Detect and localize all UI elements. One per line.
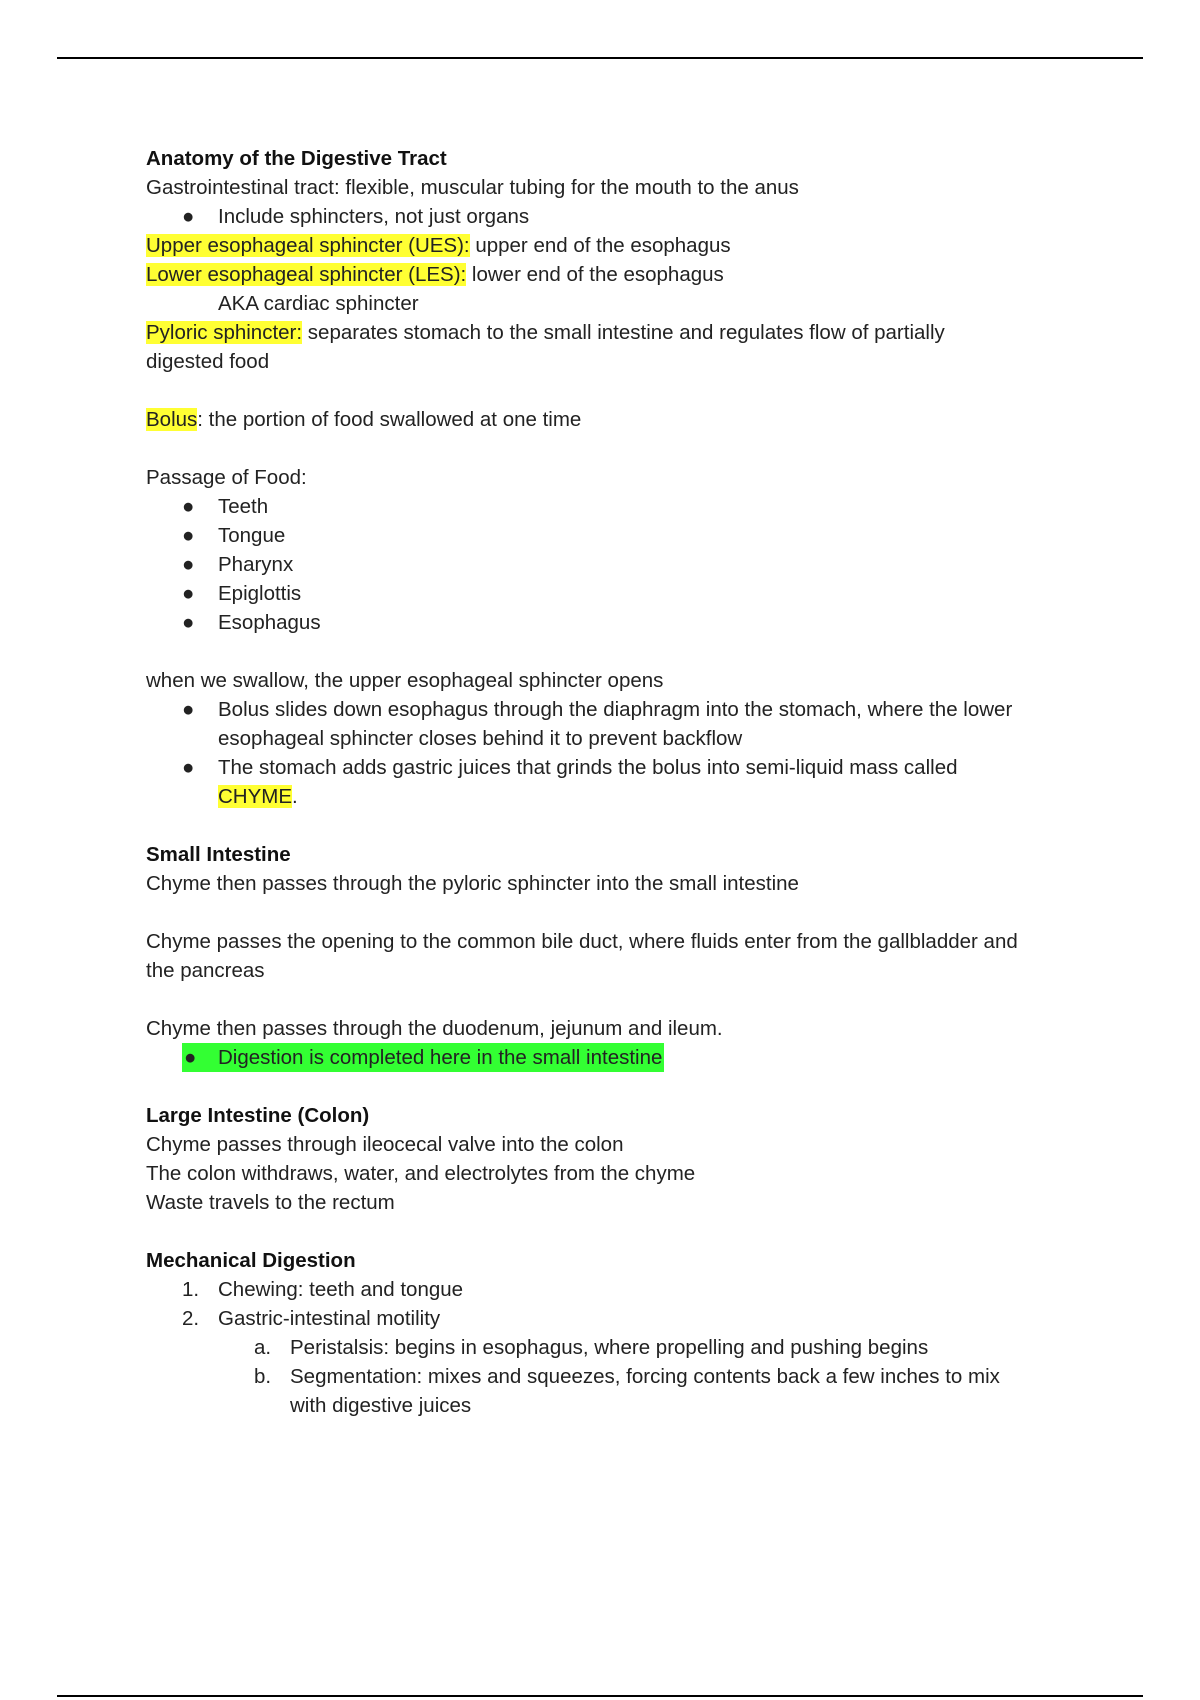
list-item: 2. Gastric-intestinal motility xyxy=(182,1307,441,1330)
paragraph: Chyme passes through ileocecal valve into the colon xyxy=(146,1133,624,1156)
bullet-icon: ● xyxy=(182,205,195,228)
highlighted-term: Bolus xyxy=(146,408,198,431)
sub-list-item: a. Peristalsis: begins in esophagus, where propelling and pushing begins xyxy=(254,1336,929,1359)
paragraph: Waste travels to the rectum xyxy=(146,1191,395,1214)
bullet-icon: ● xyxy=(182,698,195,721)
highlighted-term: Pyloric sphincter: xyxy=(146,321,303,344)
bullet-icon: ● xyxy=(182,756,195,779)
list-item-highlighted: ● Digestion is completed here in the small intestine xyxy=(146,1043,1096,1072)
bottom-rule xyxy=(57,1695,1143,1697)
paragraph: Passage of Food: xyxy=(146,466,307,489)
heading-mechanical-digestion: Mechanical Digestion xyxy=(146,1249,356,1272)
list-item: ● The stomach adds gastric juices that grinds the bolus into semi-liquid mass called xyxy=(146,753,1096,782)
bullet-icon: ● xyxy=(182,553,195,576)
list-item-continuation: CHYME. xyxy=(218,785,298,808)
bullet-icon: ● xyxy=(182,495,195,518)
list-item: ● Esophagus xyxy=(146,608,1096,637)
paragraph: Pyloric sphincter: separates stomach to the small intestine and regulates flow of partially xyxy=(146,321,945,344)
bullet-icon: ● xyxy=(182,524,195,547)
paragraph: Chyme passes the opening to the common bile duct, where fluids enter from the gallbladder and xyxy=(146,930,1018,953)
paragraph: Gastrointestinal tract: flexible, muscular tubing for the mouth to the anus xyxy=(146,176,799,199)
list-item: ● Include sphincters, not just organs xyxy=(146,202,1096,231)
top-rule xyxy=(57,57,1143,59)
list-item: 1. Chewing: teeth and tongue xyxy=(182,1278,464,1301)
paragraph: Bolus: the portion of food swallowed at one time xyxy=(146,408,582,431)
sub-list-item-continuation: with digestive juices xyxy=(290,1394,472,1417)
heading-anatomy: Anatomy of the Digestive Tract xyxy=(146,147,447,170)
paragraph: Upper esophageal sphincter (UES): upper end of the esophagus xyxy=(146,234,731,257)
list-item: ● Bolus slides down esophagus through the diaphragm into the stomach, where the lower xyxy=(146,695,1096,724)
heading-large-intestine: Large Intestine (Colon) xyxy=(146,1104,370,1127)
bullet-icon: ● xyxy=(184,1046,197,1069)
paragraph: when we swallow, the upper esophageal sphincter opens xyxy=(146,669,664,692)
paragraph: Chyme then passes through the duodenum, jejunum and ileum. xyxy=(146,1017,723,1040)
highlighted-term: Upper esophageal sphincter (UES): xyxy=(146,234,470,257)
paragraph: Lower esophageal sphincter (LES): lower end of the esophagus xyxy=(146,263,724,286)
paragraph: digested food xyxy=(146,350,270,373)
list-item: ● Teeth xyxy=(146,492,1096,521)
document-body xyxy=(146,144,1096,1420)
paragraph: Chyme then passes through the pyloric sphincter into the small intestine xyxy=(146,872,799,895)
highlighted-term: Lower esophageal sphincter (LES): xyxy=(146,263,467,286)
list-item: ● Tongue xyxy=(146,521,1096,550)
list-item: ● Epiglottis xyxy=(146,579,1096,608)
list-item: ● Pharynx xyxy=(146,550,1096,579)
paragraph: AKA cardiac sphincter xyxy=(218,292,419,315)
sub-list-item: b. Segmentation: mixes and squeezes, forcing contents back a few inches to mix xyxy=(254,1365,1000,1388)
list-item-continuation: esophageal sphincter closes behind it to prevent backflow xyxy=(218,727,743,750)
paragraph: the pancreas xyxy=(146,959,265,982)
highlighted-term: CHYME xyxy=(218,785,293,808)
paragraph: The colon withdraws, water, and electrolytes from the chyme xyxy=(146,1162,696,1185)
bullet-icon: ● xyxy=(182,611,195,634)
heading-small-intestine: Small Intestine xyxy=(146,843,291,866)
bullet-icon: ● xyxy=(182,582,195,605)
